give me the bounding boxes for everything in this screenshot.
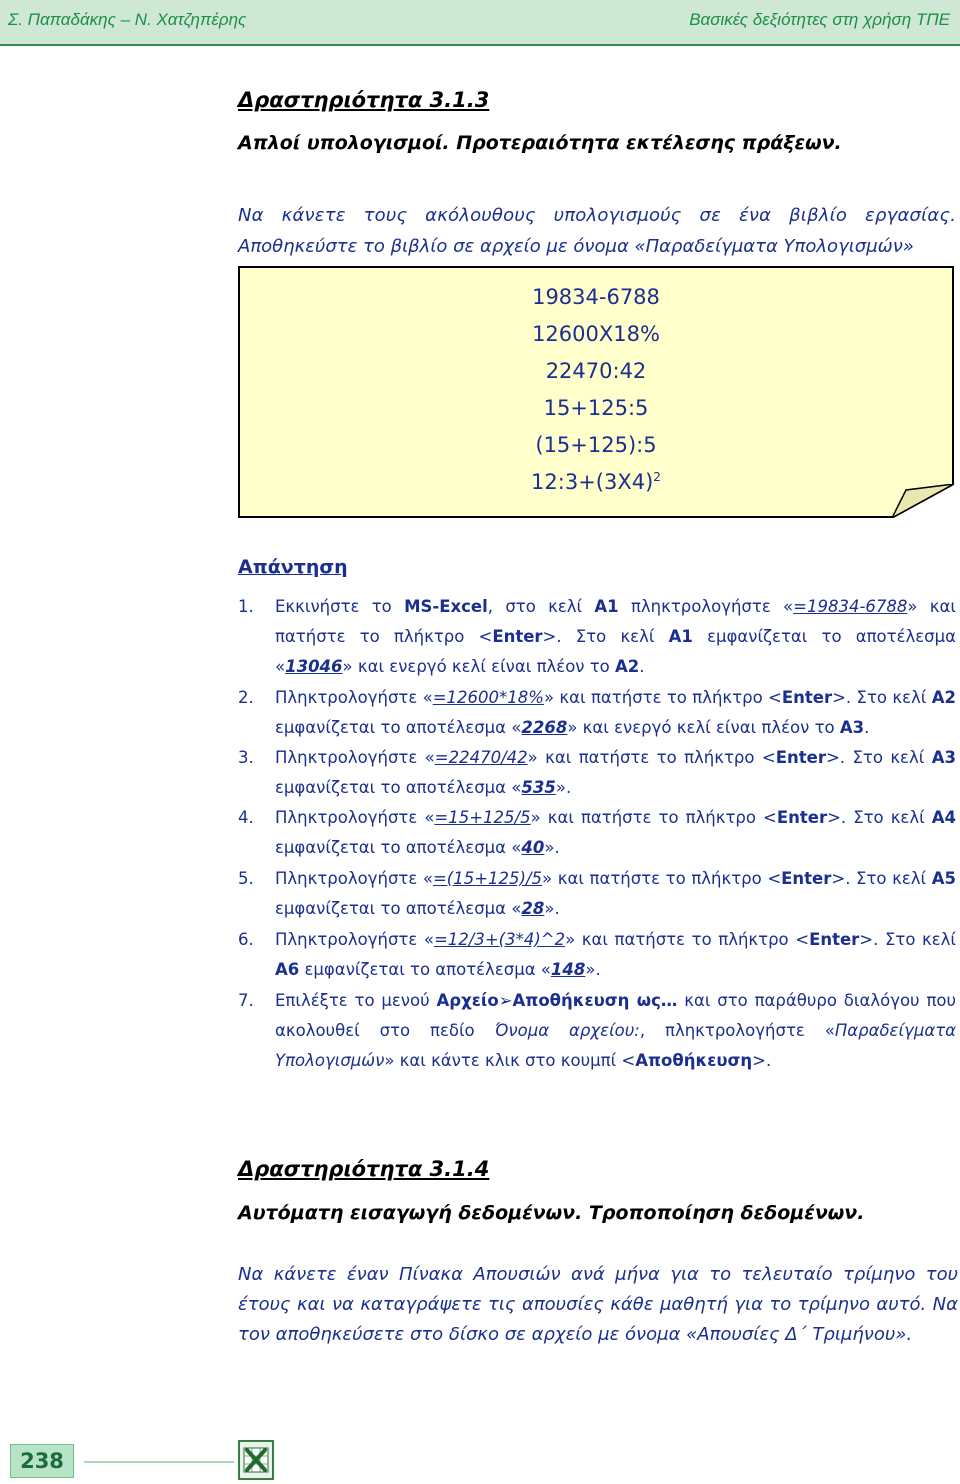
step-item (238, 683, 956, 743)
page-number: 238 (10, 1444, 74, 1478)
formula: =12/3+(3*4)^2 (433, 930, 566, 949)
expressions-note (238, 266, 954, 518)
instruction-line-2: Αποθηκεύστε το βιβλίο σε αρχείο με όνομα «Παραδείγματα Υπολογισμών» (238, 236, 914, 257)
step-bold: Enter (809, 930, 860, 949)
step-bold: A6 (275, 960, 300, 979)
step-text: Πληκτρολογήστε « (275, 808, 435, 827)
step-text: εμφανίζεται το αποτέλεσμα « (275, 718, 522, 737)
excel-icon (238, 1440, 274, 1480)
step-text: >. Στο κελί (542, 627, 669, 646)
step-text: >. Στο κελί (827, 808, 932, 827)
step-number: 3. (238, 748, 254, 767)
step-bold: A2 (931, 688, 956, 707)
step-text: Επιλέξτε το μενού (275, 991, 437, 1010)
result: 40 (521, 838, 545, 857)
step-text: ». (585, 960, 601, 979)
step-text: » και πατήστε το πλήκτρο < (543, 688, 782, 707)
step-text: Εκκινήστε το (275, 597, 405, 616)
step-bold: Enter (492, 627, 543, 646)
step-text: » και πατήστε το πλήκτρο < (275, 597, 956, 646)
step-number: 4. (238, 808, 254, 827)
page-header (0, 0, 960, 46)
step-text: » και ενεργό κελί είναι πλέον το (342, 657, 616, 676)
step-text: ». (544, 838, 560, 857)
step-text: » και πατήστε το πλήκτρο < (542, 869, 782, 888)
activity-subtitle: Απλοί υπολογισμοί. Προτεραιότητα εκτέλεσης πράξεων. (238, 132, 842, 154)
activity-title: Δραστηριότητα 3.1.3 (238, 88, 490, 112)
step-bold: Enter (776, 808, 828, 827)
step-text: , στο κελί (487, 597, 595, 616)
step-text: >. Στο κελί (832, 688, 932, 707)
result: 535 (521, 778, 556, 797)
step-text: . (864, 718, 870, 737)
answer-title: Απάντηση (238, 556, 348, 578)
result: 13046 (285, 657, 343, 676)
step-text: , πληκτρολογήστε « (639, 1021, 835, 1040)
step-text: ». (555, 778, 572, 797)
step-bold: A1 (594, 597, 619, 616)
exponent: 2 (653, 470, 661, 484)
step-text: εμφανίζεται το αποτέλεσμα « (275, 627, 957, 676)
step-item (238, 986, 956, 1076)
expression: 15+125:5 (543, 396, 649, 420)
formula: =(15+125)/5 (432, 869, 543, 888)
step-bold: A5 (931, 869, 956, 888)
footer-divider (84, 1461, 234, 1463)
result: 28 (521, 899, 545, 918)
step-text: εμφανίζεται το αποτέλεσμα « (275, 838, 522, 857)
formula: =19834-6788 (793, 597, 908, 616)
step-number: 2. (238, 688, 254, 707)
formula: =22470/42 (434, 748, 528, 767)
step-number: 7. (238, 991, 254, 1010)
expression: 19834-6788 (532, 285, 660, 309)
activity-title: Δραστηριότητα 3.1.4 (238, 1157, 490, 1181)
step-item (238, 864, 956, 924)
step-text: Πληκτρολογήστε « (275, 688, 433, 707)
step-bold: Enter (781, 869, 832, 888)
step-text: Πληκτρολογήστε « (275, 930, 434, 949)
button-name: Αποθήκευση (635, 1051, 753, 1070)
expression: (15+125):5 (535, 433, 657, 457)
step-number: 1. (238, 597, 254, 616)
step-text: εμφανίζεται το αποτέλεσμα « (275, 899, 522, 918)
step-text: » και πατήστε το πλήκτρο < (527, 748, 776, 767)
formula: =15+125/5 (434, 808, 531, 827)
formula: =12600*18% (432, 688, 544, 707)
folded-corner (892, 484, 954, 518)
step-bold: A3 (931, 748, 957, 767)
step-item (238, 592, 956, 682)
expression: 12:3+(3X4) (531, 470, 654, 494)
step-item (238, 743, 956, 803)
step-text: » και ενεργό κελί είναι πλέον το (567, 718, 840, 737)
activity-subtitle: Αυτόματη εισαγωγή δεδομένων. Τροποποίηση δεδομένων. (238, 1202, 865, 1224)
expression-with-power (240, 470, 952, 494)
step-text: >. (752, 1051, 772, 1070)
step-bold: Enter (781, 688, 833, 707)
step-text: » και κάντε κλικ στο κουμπί < (384, 1051, 636, 1070)
step-text: πληκτρολογήστε « (618, 597, 794, 616)
expression: 12600X18% (532, 322, 660, 346)
step-bold: MS-Excel (404, 597, 488, 616)
step-text: και στο παράθυρο διαλόγου που ακολουθεί στο πεδίο (275, 991, 957, 1040)
header-book-title: Βασικές δεξιότητες στη χρήση ΤΠΕ (689, 10, 950, 29)
step-text: >. Στο κελί (825, 748, 932, 767)
step-text: » και πατήστε το πλήκτρο < (565, 930, 810, 949)
activity-description: Να κάνετε έναν Πίνακα Απουσιών ανά μήνα για το τελευταίο τρίμηνο του έτους και να καταγράψετε τις απουσίες κάθε μαθητή για το τρίμηνο αυτό. Να τον αποθηκεύσετε στο δίσκο σε αρχείο με όνομα «Απουσίες Δ΄ Τριμήνου». (238, 1264, 958, 1345)
step-text: » και πατήστε το πλήκτρο < (530, 808, 777, 827)
step-text: ». (544, 899, 560, 918)
step-text: >. Στο κελί (859, 930, 956, 949)
step-text: εμφανίζεται το αποτέλεσμα « (275, 778, 522, 797)
step-text: Πληκτρολογήστε « (275, 869, 433, 888)
step-text: . (639, 657, 645, 676)
step-number: 6. (238, 930, 254, 949)
step-text: Πληκτρολογήστε « (275, 748, 435, 767)
step-bold: A2 (615, 657, 640, 676)
menu-path: Αρχείο➢Αποθήκευση ως… (436, 991, 678, 1010)
step-item (238, 925, 956, 985)
step-bold: A1 (668, 627, 693, 646)
expression: 22470:42 (545, 359, 647, 383)
step-text: εμφανίζεται το αποτέλεσμα « (299, 960, 551, 979)
step-item (238, 803, 956, 863)
file-name: Παραδείγματα Υπολογισμών (275, 1021, 957, 1070)
step-text: >. Στο κελί (831, 869, 932, 888)
result: 2268 (521, 718, 568, 737)
step-bold: A3 (839, 718, 865, 737)
result: 148 (550, 960, 586, 979)
step-number: 5. (238, 869, 254, 888)
header-authors: Σ. Παπαδάκης – Ν. Χατζηπέρης (8, 10, 247, 29)
instruction-line-1: Να κάνετε τους ακόλουθους υπολογισμούς σε ένα βιβλίο εργασίας. (238, 205, 957, 226)
step-bold: Enter (775, 748, 826, 767)
field-name: Όνομα αρχείου: (494, 1021, 640, 1040)
step-bold: A4 (931, 808, 956, 827)
